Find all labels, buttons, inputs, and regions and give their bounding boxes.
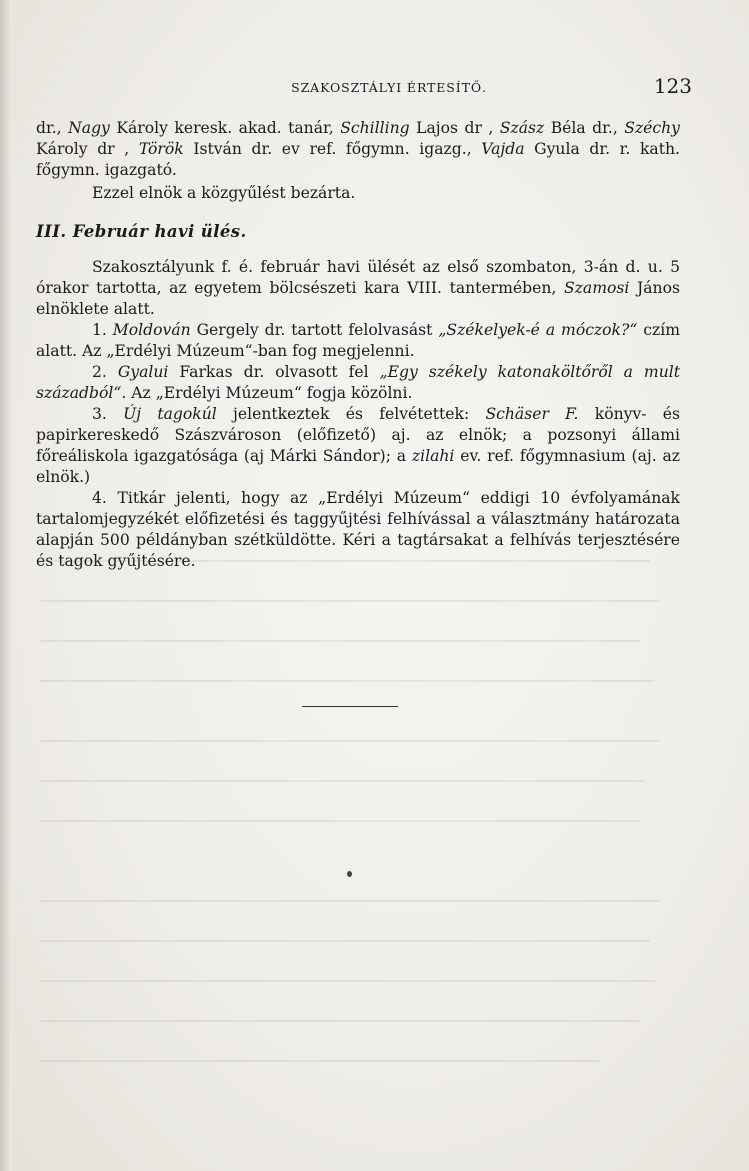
list-item-3: 3. Új tagokúl jelentkeztek és felvétettek: Schäser F. könyv- és papirkereskedő Szászvároson (előfizető) aj. az elnök; a pozsonyi állami főreáliskola igazgatósága (aj Márki Sándor); a zilahi ev. ref. főgymnasium (aj. az elnök.)	[36, 405, 681, 486]
page-header	[86, 74, 692, 104]
ink-dot	[347, 871, 352, 877]
list-item-1: 1. Moldován Gergely dr. tartott felolvasást „Székelyek-é a móczok?“ czím alatt. Az „Erdélyi Múzeum“-ban fog megjelenni.	[36, 321, 680, 360]
body-text	[36, 118, 680, 572]
list-item-4: 4. Titkár jelenti, hogy az „Erdélyi Múzeum“ eddigi 10 évfolyamának tartalomjegyzékét előfizetési és taggyűjtési felhívással a választmány határozata alapján 500 példányban szétküldötte. Kéri a tagtársakat a felhívás terjesztésére és tagok gyűjtésére.	[36, 489, 680, 570]
page-edge-shadow	[0, 0, 12, 1171]
list-item-2: 2. Gyalui Farkas dr. olvasott fel „Egy székely katonaköltőről a mult századból“. Az „Erdélyi Múzeum“ fogja közölni.	[36, 363, 680, 402]
paragraph-attendees: dr., Nagy Károly keresk. akad. tanár, Schilling Lajos dr , Szász Béla dr., Széchy Károly dr , Török István dr. ev ref. főgymn. igazg., Vajda Gyula dr. r. kath. főgymn. igazgató.	[36, 119, 680, 179]
paragraph-meeting: Szakosztályunk f. é. február havi ülését az első szombaton, 3-án d. u. 5 órakor tartotta, az egyetem bölcsészeti kara VIII. tantermében, Szamosi János elnöklete alatt.	[36, 258, 680, 318]
page-number: 123	[653, 74, 692, 98]
running-head: SZAKOSZTÁLYI ÉRTESÍTŐ.	[291, 80, 487, 95]
section-divider	[302, 706, 398, 707]
paragraph-closing: Ezzel elnök a közgyűlést bezárta.	[92, 184, 356, 202]
section-title: III. Február havi ülés.	[36, 222, 247, 241]
